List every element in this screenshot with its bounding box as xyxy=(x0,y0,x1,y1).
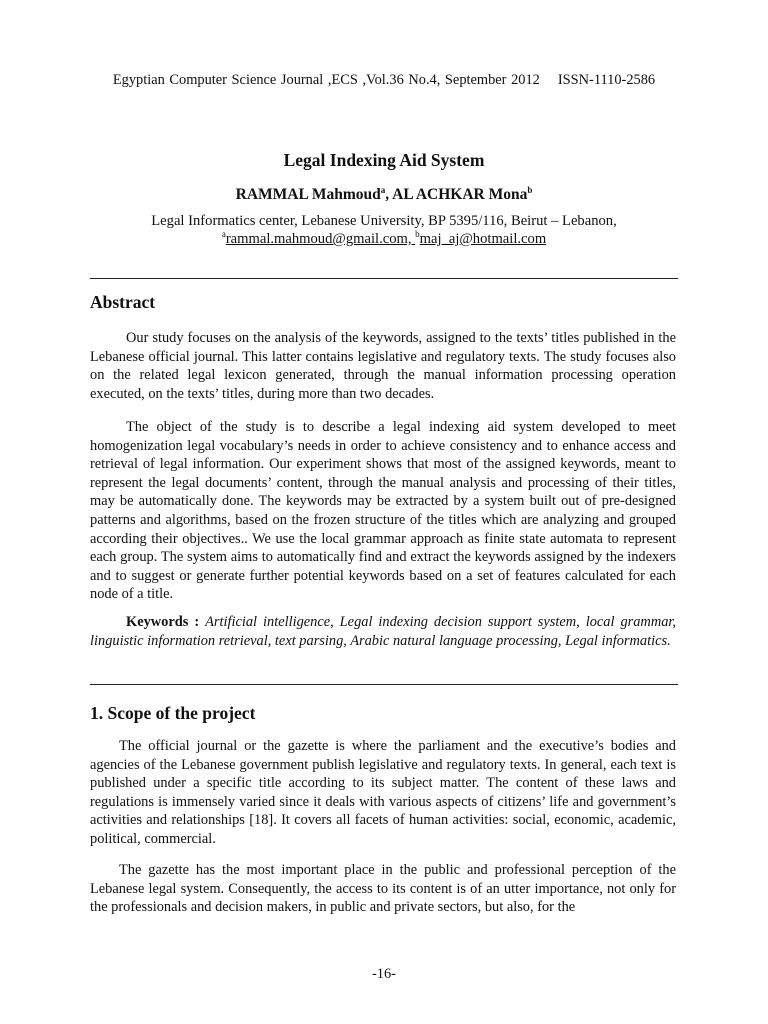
horizontal-rule xyxy=(90,684,678,685)
affiliation: Legal Informatics center, Lebanese University, BP 5395/116, Beirut – Lebanon, xyxy=(151,213,617,229)
keywords-paragraph xyxy=(90,613,676,650)
issn: ISSN-1110-2586 xyxy=(557,72,656,88)
abstract-heading: Abstract xyxy=(90,292,156,312)
keywords-list: Artificial intelligence, Legal indexing decision support system, local grammar, linguistic information retrieval, text parsing, Arabic natural language processing, Legal informatics. xyxy=(90,614,677,649)
affiliation-marker: a xyxy=(380,184,386,195)
body-paragraph: The gazette has the most important place in the public and professional perception of the Lebanese legal system. Consequently, the access to its content is of an utter importance, not only for the professionals and decision makers, in public and private sectors, but also, for the xyxy=(90,862,676,916)
affiliation-marker: b xyxy=(527,184,533,195)
author-name: AL ACHKAR Mona xyxy=(392,186,528,203)
keywords-label: Keywords : xyxy=(126,614,206,630)
paper-title: Legal Indexing Aid System xyxy=(283,150,485,170)
journal-citation: Egyptian Computer Science Journal ,ECS ,Vol.36 No.4, September 2012 xyxy=(112,72,540,88)
author-list xyxy=(0,186,768,204)
horizontal-rule xyxy=(90,278,678,279)
affiliation-marker: a xyxy=(221,229,226,240)
affiliation-block xyxy=(0,212,768,248)
email-link[interactable]: maj_aj@hotmail.com xyxy=(419,231,547,247)
affiliation-marker: b xyxy=(415,229,420,240)
body-paragraph: The official journal or the gazette is where the parliament and the executive’s bodies and agencies of the Lebanese government publish legislative and regulatory texts. In general, each text is published under a specific title according to its subject matter. The content of these laws and regulations is immensely varied since it deals with various aspects of citizens’ life and government’s activities and relationships [18]. It covers all facets of human activities: social, economic, academic, political, commercial. xyxy=(90,738,676,847)
author-name: RAMMAL Mahmoud xyxy=(235,186,381,203)
email-link[interactable]: rammal.mahmoud@gmail.com, xyxy=(225,231,416,247)
abstract-paragraph: Our study focuses on the analysis of the keywords, assigned to the texts’ titles published in the Lebanese official journal. This latter contains legislative and regulatory texts. The study focuses also on the related legal lexicon generated, through the manual information processing operation executed, on the texts’ titles, during more than two decades. xyxy=(90,330,676,402)
author-separator: , xyxy=(385,186,393,203)
section-heading: 1. Scope of the project xyxy=(90,703,256,723)
abstract-paragraph: The object of the study is to describe a legal indexing aid system developed to meet homogenization legal vocabulary’s needs in order to achieve consistency and to enhance access and retrieval of legal information. Our experiment shows that most of the assigned keywords, meant to represent the legal documents’ content, through the manual analysis and processing of their titles, may be automatically done. The keywords may be extracted by a system built out of pre-designed patterns and algorithms, based on the frozen structure of the titles which are analyzing and grouped according their objectives.. We use the local grammar approach as finite state automata to represent each group. The system aims to automatically find and extract the keywords assigned by the indexers and to suggest or generate further potential keywords based on a set of features calculated for each node of a title. xyxy=(90,419,676,603)
page-number: -16- xyxy=(372,966,396,982)
running-header xyxy=(0,72,768,89)
email-line xyxy=(0,230,768,248)
